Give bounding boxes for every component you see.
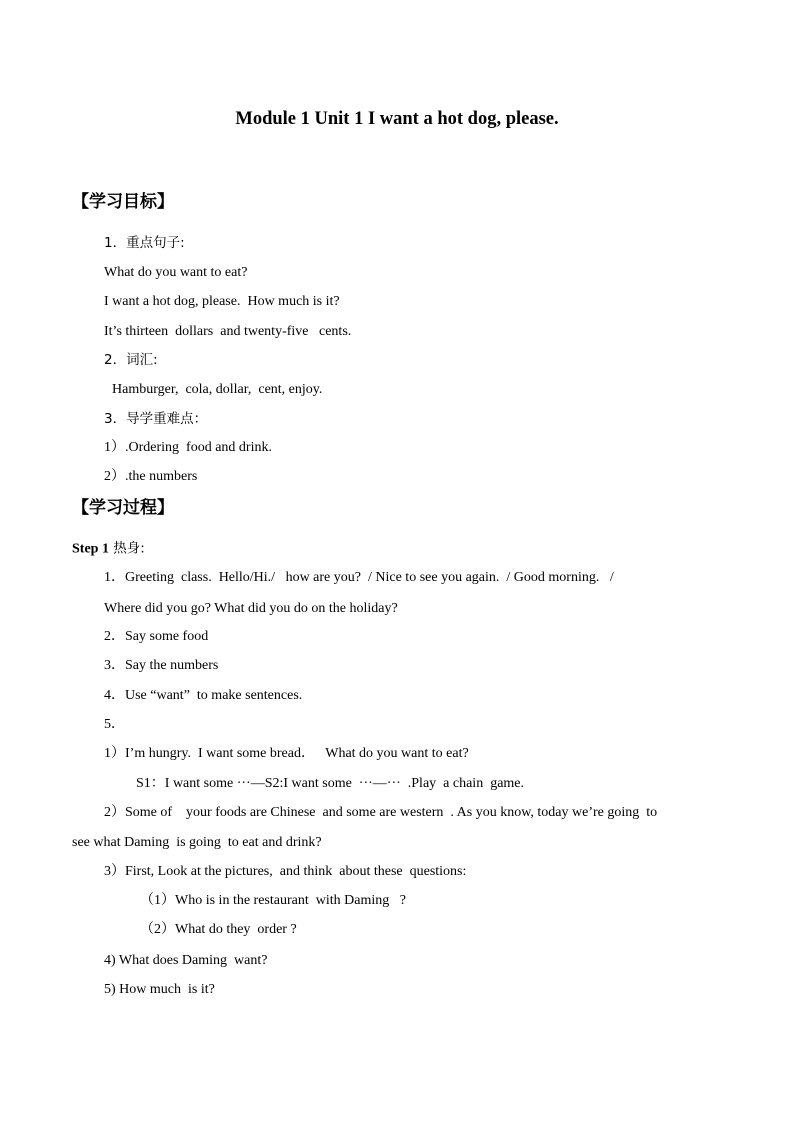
activity-line: 3．Say the numbers <box>104 658 219 673</box>
item-vocabulary-label: 2．词汇: <box>104 352 158 368</box>
question-line: 4) What does Daming want? <box>104 953 268 968</box>
question-line: （2）What do they order ? <box>140 922 297 937</box>
activity-line: 2）Some of your foods are Chinese and some are western . As you know, today we’re going to <box>104 805 658 820</box>
activity-line: 1．Greeting class. Hello/Hi./ how are you? / Nice to see you again. / Good morning. / <box>104 570 614 585</box>
activity-line: Where did you go? What did you do on the holiday? <box>104 601 398 616</box>
question-line: 5) How much is it? <box>104 982 215 997</box>
activity-line: see what Daming is going to eat and drink? <box>72 835 322 850</box>
section-heading-learning-goals: 【学习目标】 <box>72 192 174 212</box>
key-sentence: It’s thirteen dollars and twenty-five cents. <box>104 324 352 339</box>
activity-line: 1）I’m hungry. I want some bread． What do you want to eat? <box>104 746 469 761</box>
section-heading-learning-process: 【学习过程】 <box>72 498 174 518</box>
activity-line: S1：I want some ···—S2:I want some ···—··· .Play a chain game. <box>136 776 525 791</box>
item-key-sentences-label: 1．重点句子: <box>104 235 185 251</box>
page-title: Module 1 Unit 1 I want a hot dog, please. <box>235 109 559 129</box>
key-point: 2）.the numbers <box>104 469 198 484</box>
key-point: 1）.Ordering food and drink. <box>104 440 272 455</box>
activity-line: 5． <box>104 717 125 732</box>
activity-line: 4．Use “want” to make sentences. <box>104 688 303 703</box>
step1-heading <box>72 540 145 559</box>
item-key-points-label: 3．导学重难点： <box>104 411 208 427</box>
step1-title: 热身: <box>108 540 145 557</box>
key-sentence: What do you want to eat? <box>104 265 248 280</box>
activity-line: 2．Say some food <box>104 629 209 644</box>
vocabulary-list: Hamburger, cola, dollar, cent, enjoy. <box>112 382 323 397</box>
activity-line: 3）First, Look at the pictures, and think about these questions: <box>104 864 467 879</box>
step1-label: Step 1 <box>72 541 109 557</box>
question-line: （1）Who is in the restaurant with Daming ? <box>140 893 406 908</box>
key-sentence: I want a hot dog, please. How much is it? <box>104 294 340 309</box>
